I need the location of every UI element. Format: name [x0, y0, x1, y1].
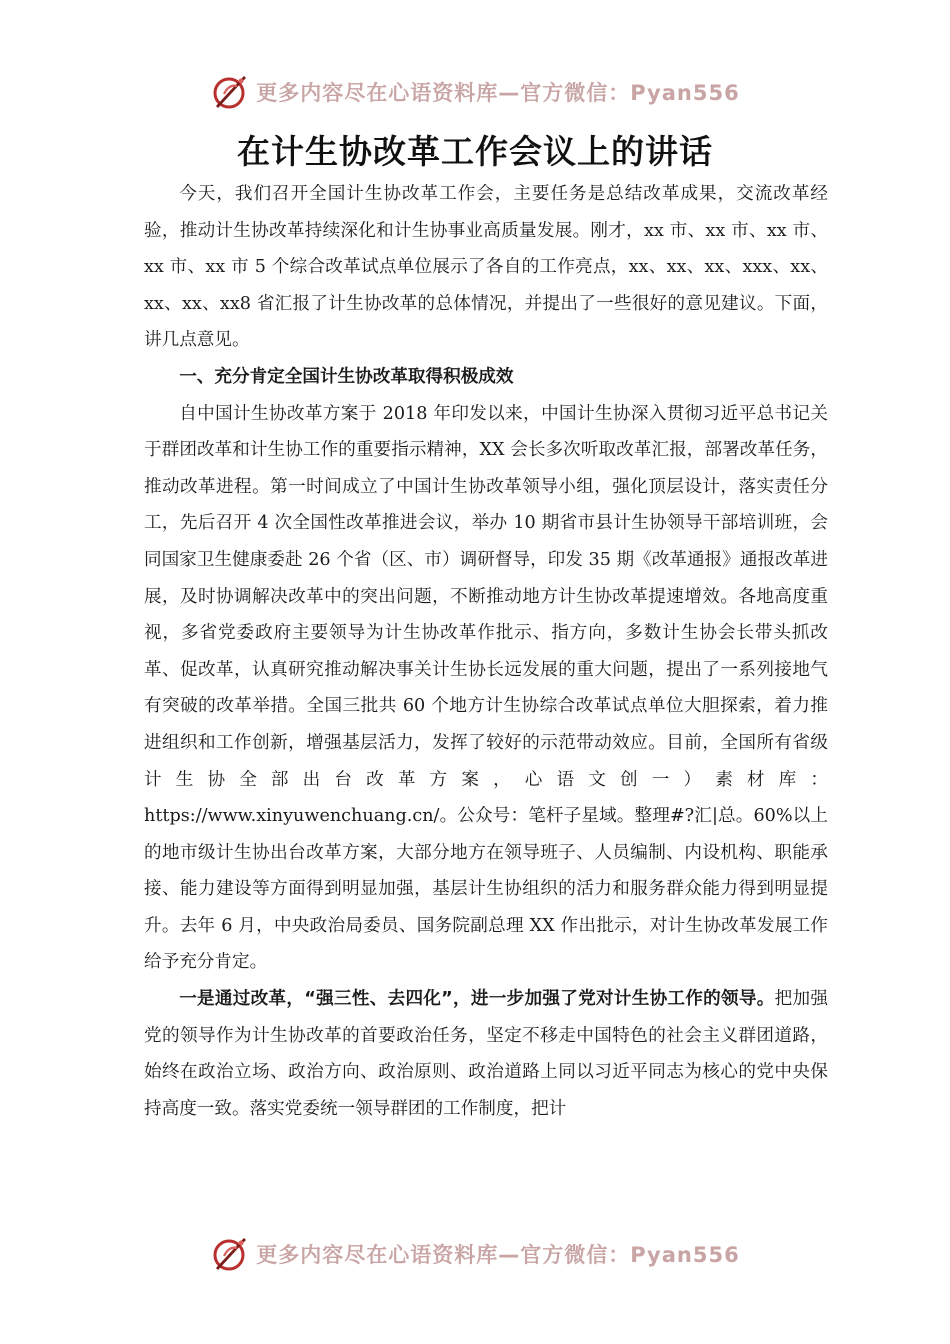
point-lead: 一是通过改革，“强三性、去四化”，进一步加强了党对计生协工作的领导。	[179, 989, 775, 1010]
header-banner	[0, 70, 950, 114]
banner-text: 更多内容尽在心语资料库—官方微信：Pyan556	[256, 1243, 740, 1267]
section-paragraph: 自中国计生协改革方案于 2018 年印发以来，中国计生协深入贯彻习近平总书记关于群团改革和计生协工作的重要指示精神，XX 会长多次听取改革汇报，部署改革任务，推动改革进程。第一时间成立了中国计生协改革领导小组，强化顶层设计，落实责任分工，先后召开 4 次全国性改革推进会议，举办 10 期省市县计生协领导干部培训班，会同国家卫生健康委赴 26 个省（区、市）调研督导，印发 35 期《改革通报》通报改革进展，及时协调解决改革中的突出问题，不断推动地方计生协改革提速增效。各地高度重视，多省党委政府主要领导为计生协改革作批示、指方向，多数计生协会长带头抓改革、促改革，认真研究推动解决事关计生协长远发展的重大问题，提出了一系列接地气有突破的改革举措。全国三批共 60 个地方计生协综合改革试点单位大胆探索，着力推进组织和工作创新，增强基层活力，发挥了较好的示范带动效应。目前，全国所有省级计生协全部出台改革方案，心语文创一）素材库：https://www.xinyuwenchuang.cn/。公众号：笔杆子星域。整理#?汇|总。60%以上的地市级计生协出台改革方案，大部分地方在领导班子、人员编制、内设机构、职能承接、能力建设等方面得到明显加强，基层计生协组织的活力和服务群众能力得到明显提升。去年 6 月，中央政治局委员、国务院副总理 XX 作出批示，对计生协改革发展工作给予充分肯定。	[144, 403, 828, 973]
document-title: 在计生协改革工作会议上的讲话	[237, 132, 713, 171]
footer-banner	[0, 1232, 950, 1276]
intro-paragraph: 今天，我们召开全国计生协改革工作会，主要任务是总结改革成果，交流改革经验，推动计生协改革持续深化和计生协事业高质量发展。刚才，xx 市、xx 市、xx 市、xx 市、xx 市 5 个综合改革试点单位展示了各自的工作亮点，xx、xx、xx、xxx、xx、xx、xx、xx8 省汇报了计生协改革的总体情况，并提出了一些很好的意见建议。下面，讲几点意见。	[144, 184, 828, 351]
section-heading: 一、充分肯定全国计生协改革取得积极成效	[179, 366, 514, 387]
point-body: 把加强党的领导作为计生协改革的首要政治任务，坚定不移走中国特色的社会主义群团道路，始终在政治立场、政治方向、政治原则、政治道路上同以习近平同志为核心的党中央保持高度一致。落实党委统一领导群团的工作制度，把计	[144, 989, 828, 1119]
point-paragraph	[144, 981, 828, 1127]
pen-logo-icon	[210, 1234, 250, 1274]
pen-logo-icon	[210, 72, 250, 112]
document-body	[144, 176, 828, 1127]
banner-text: 更多内容尽在心语资料库—官方微信：Pyan556	[256, 81, 740, 105]
